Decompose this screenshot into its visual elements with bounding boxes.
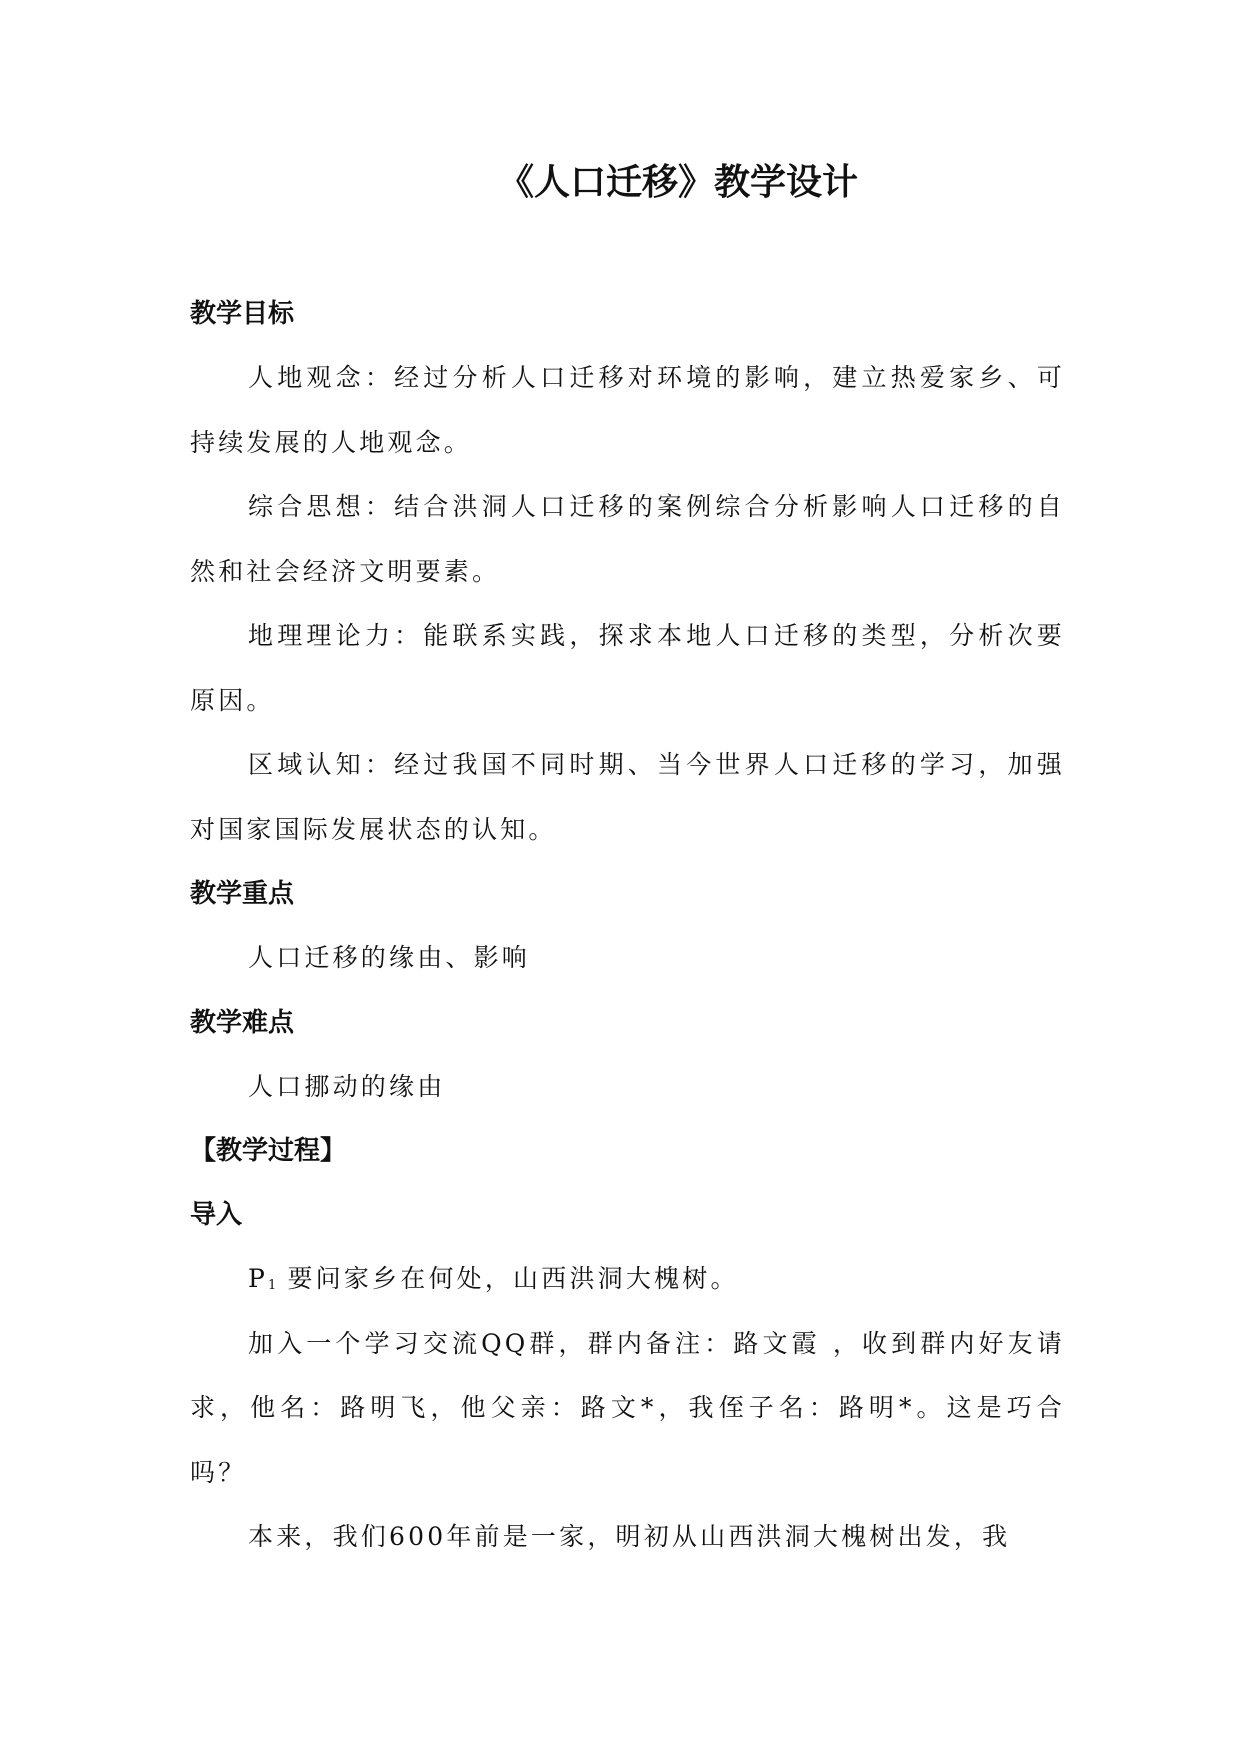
- key-points-text: 人口迁移的缘由、影响: [248, 943, 531, 972]
- objectives-heading: 教学目标: [190, 299, 295, 329]
- intro-slide-line: [190, 1247, 1065, 1312]
- objective-paragraph: 人地观念：经过分析人口迁移对环境的影响，建立热爱家乡、可持续发展的人地观念。: [190, 363, 1065, 457]
- intro-paragraph: 加入一个学习交流QQ群，群内备注：路文霞 ，收到群内好友请求，他名：路明飞，他父亲：路文*，我侄子名：路明*。这是巧合吗？: [190, 1328, 1065, 1487]
- intro-heading: 导入: [190, 1200, 243, 1230]
- objective-paragraph: 综合思想：结合洪洞人口迁移的案例综合分析影响人口迁移的自然和社会经济文明要素。: [190, 492, 1065, 586]
- objective-paragraph: 地理理论力：能联系实践，探求本地人口迁移的类型，分析次要原因。: [190, 621, 1065, 715]
- document-body: [190, 282, 1065, 1570]
- document-title: 《人口迁移》教学设计: [497, 162, 858, 203]
- slide-text: 要问家乡在何处，山西洪洞大槐树。: [276, 1264, 739, 1293]
- difficulties-heading: 教学难点: [190, 1007, 295, 1038]
- slide-label: P: [248, 1264, 269, 1293]
- intro-paragraph: 本来，我们600年前是一家，明初从山西洪洞大槐树出发，我: [248, 1522, 1011, 1551]
- key-points-heading: 教学重点: [190, 879, 295, 909]
- process-heading: 【教学过程】: [190, 1136, 347, 1166]
- difficulties-text: 人口挪动的缘由: [248, 1071, 446, 1101]
- objective-paragraph: 区域认知：经过我国不同时期、当今世界人口迁移的学习，加强对国家国际发展状态的认知。: [190, 750, 1065, 844]
- slide-number: 1: [268, 1278, 277, 1293]
